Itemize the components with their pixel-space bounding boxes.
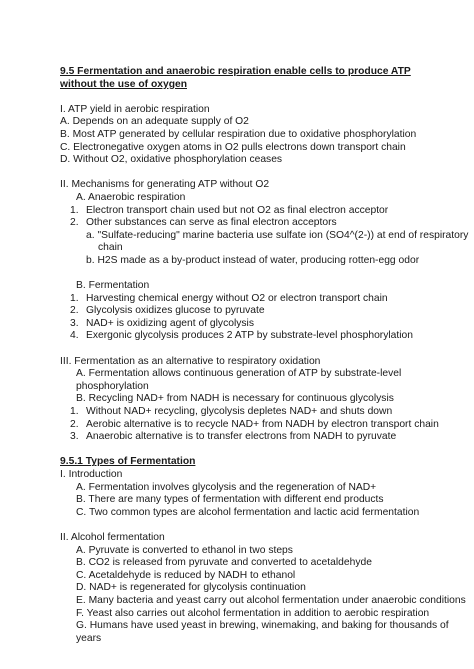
outline-subheading: B. Fermentation (76, 280, 150, 292)
item-number: 4. (70, 330, 79, 342)
item-text: Exergonic glycolysis produces 2 ATP by substrate-level phosphorylation (86, 330, 414, 342)
numbered-item (60, 217, 440, 230)
numbered-item (60, 318, 440, 331)
numbered-item (60, 330, 440, 343)
item-text: Glycolysis oxidizes glucose to pyruvate (86, 305, 265, 317)
outline-item-continuation: years (76, 632, 102, 644)
outline-item: D. NAD+ is regenerated for glycolysis continuation (76, 582, 306, 594)
item-text: Aerobic alternative is to recycle NAD+ from NADH by electron transport chain (86, 418, 439, 430)
item-number: 3. (70, 431, 79, 443)
item-number: 1. (70, 204, 79, 216)
outline-item: G. Humans have used yeast in brewing, winemaking, and baking for thousands of (76, 620, 449, 632)
lettered-item-continuation: chain (98, 242, 123, 254)
lettered-item: b. H2S made as a by-product instead of water, producing rotten-egg odor (86, 254, 420, 266)
outline-item-continuation: phosphorylation (76, 380, 149, 392)
outline-heading: I. ATP yield in aerobic respiration (60, 103, 210, 115)
outline-item: B. CO2 is released from pyruvate and converted to acetaldehyde (76, 557, 372, 569)
item-text: Other substances can serve as final electron acceptors (86, 217, 337, 229)
item-text: Anaerobic alternative is to transfer electrons from NADH to pyruvate (86, 431, 397, 443)
item-text: Harvesting chemical energy without O2 or electron transport chain (86, 292, 388, 304)
item-number: 2. (70, 418, 79, 430)
item-text: Electron transport chain used but not O2 as final electron acceptor (86, 204, 389, 216)
outline-item: B. There are many types of fermentation with different end products (76, 494, 384, 506)
numbered-item (60, 419, 440, 432)
section-title-9-5: 9.5 Fermentation and anaerobic respiration enable cells to produce ATP without the use of oxygen (60, 66, 411, 90)
lettered-item: a. "Sulfate-reducing" marine bacteria use sulfate ion (SO4^(2-)) at end of respiratory (86, 229, 469, 241)
item-number: 3. (70, 317, 79, 329)
numbered-item (60, 205, 440, 218)
outline-item: D. Without O2, oxidative phosphorylation ceases (60, 154, 283, 166)
outline-heading: II. Alcohol fermentation (60, 531, 165, 543)
outline-heading: I. Introduction (60, 469, 123, 480)
item-number: 1. (70, 406, 79, 418)
outline-item: A. Pyruvate is converted to ethanol in two steps (76, 544, 293, 556)
item-text: Without NAD+ recycling, glycolysis depletes NAD+ and shuts down (86, 406, 393, 418)
outline-subheading: A. Anaerobic respiration (76, 191, 186, 203)
outline-item: B. Most ATP generated by cellular respiration due to oxidative phosphorylation (60, 128, 417, 140)
outline-item: A. Depends on an adequate supply of O2 (60, 116, 249, 128)
outline-heading: II. Mechanisms for generating ATP without O2 (60, 179, 270, 191)
outline-item: F. Yeast also carries out alcohol fermentation in addition to aerobic respiration (76, 607, 430, 619)
item-number: 2. (70, 217, 79, 229)
item-number: 1. (70, 292, 79, 304)
numbered-item (60, 431, 440, 444)
numbered-item (60, 406, 440, 419)
outline-item: C. Electronegative oxygen atoms in O2 pulls electrons down transport chain (60, 141, 406, 153)
outline-item: B. Recycling NAD+ from NADH is necessary for continuous glycolysis (76, 393, 394, 405)
item-number: 2. (70, 305, 79, 317)
outline-item: A. Fermentation allows continuous generation of ATP by substrate-level (76, 368, 402, 380)
outline-heading: III. Fermentation as an alternative to respiratory oxidation (60, 355, 321, 367)
numbered-item (60, 293, 440, 306)
item-text: NAD+ is oxidizing agent of glycolysis (86, 317, 254, 329)
numbered-item (60, 305, 440, 318)
outline-item: C. Two common types are alcohol fermentation and lactic acid fermentation (76, 506, 420, 518)
document-body (60, 66, 469, 645)
outline-item: E. Many bacteria and yeast carry out alcohol fermentation under anaerobic conditions (76, 594, 466, 606)
outline-item: C. Acetaldehyde is reduced by NADH to ethanol (76, 569, 296, 581)
section-title-9-5-1: 9.5.1 Types of Fermentation (60, 456, 196, 468)
outline-item: A. Fermentation involves glycolysis and the regeneration of NAD+ (76, 481, 377, 493)
